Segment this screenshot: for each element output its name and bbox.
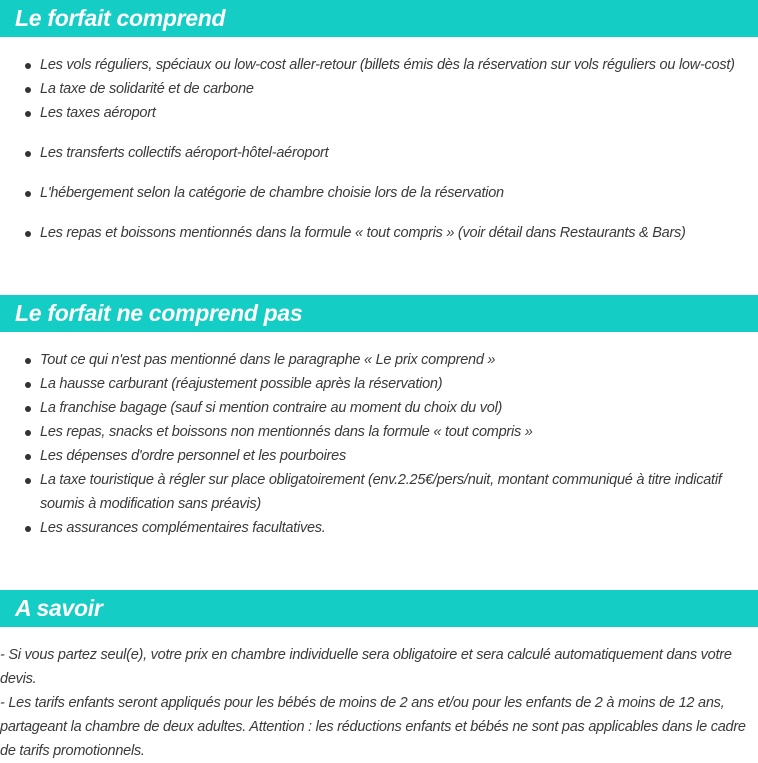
list-item: La taxe de solidarité et de carbone bbox=[0, 77, 758, 101]
bullet-icon bbox=[25, 382, 31, 388]
list-item: La taxe touristique à régler sur place obligatoirement (env.2.25€/pers/nuit, montant communiqué à titre indicatif soumis à modification sans préavis) bbox=[0, 468, 758, 516]
bullet-icon bbox=[25, 191, 31, 197]
section-title-not-included: Le forfait ne comprend pas bbox=[0, 295, 758, 332]
info-paragraph: - Si vous partez seul(e), votre prix en chambre individuelle sera obligatoire et sera calculé automatiquement dans votre devis. bbox=[0, 647, 732, 687]
bullet-icon bbox=[25, 151, 31, 157]
section-title-included: Le forfait comprend bbox=[0, 0, 758, 37]
list-item: L'hébergement selon la catégorie de chambre choisie lors de la réservation bbox=[0, 181, 758, 205]
section-title-good-to-know: A savoir bbox=[0, 590, 758, 627]
list-item: La franchise bagage (sauf si mention contraire au moment du choix du vol) bbox=[0, 396, 758, 420]
list-item: La hausse carburant (réajustement possible après la réservation) bbox=[0, 372, 758, 396]
info-paragraph: - Les tarifs enfants seront appliqués pour les bébés de moins de 2 ans et/ou pour les enfants de 2 à moins de 12 ans, partageant la chambre de deux adultes. Attention : les réductions enfants et bébés ne sont pas applicables dans le cadre de tarifs promotionnels. bbox=[0, 695, 746, 759]
list-item: Les assurances complémentaires facultatives. bbox=[0, 516, 758, 540]
bullet-icon bbox=[25, 111, 31, 117]
not-included-list bbox=[0, 348, 758, 540]
bullet-icon bbox=[25, 454, 31, 460]
bullet-icon bbox=[25, 63, 31, 69]
bullet-icon bbox=[25, 478, 31, 484]
bullet-icon bbox=[25, 526, 31, 532]
bullet-icon bbox=[25, 430, 31, 436]
included-list bbox=[0, 53, 758, 245]
list-item: Les repas, snacks et boissons non mentionnés dans la formule « tout compris » bbox=[0, 420, 758, 444]
bullet-icon bbox=[25, 358, 31, 364]
good-to-know-text bbox=[0, 643, 756, 763]
bullet-icon bbox=[25, 406, 31, 412]
list-item: Les vols réguliers, spéciaux ou low-cost aller-retour (billets émis dès la réservation sur vols réguliers ou low-cost) bbox=[0, 53, 758, 77]
bullet-icon bbox=[25, 231, 31, 237]
list-item: Les transferts collectifs aéroport-hôtel-aéroport bbox=[0, 141, 758, 165]
list-item: Les repas et boissons mentionnés dans la formule « tout compris » (voir détail dans Restaurants & Bars) bbox=[0, 221, 758, 245]
list-item: Les dépenses d'ordre personnel et les pourboires bbox=[0, 444, 758, 468]
list-item: Les taxes aéroport bbox=[0, 101, 758, 125]
bullet-icon bbox=[25, 87, 31, 93]
list-item: Tout ce qui n'est pas mentionné dans le paragraphe « Le prix comprend » bbox=[0, 348, 758, 372]
